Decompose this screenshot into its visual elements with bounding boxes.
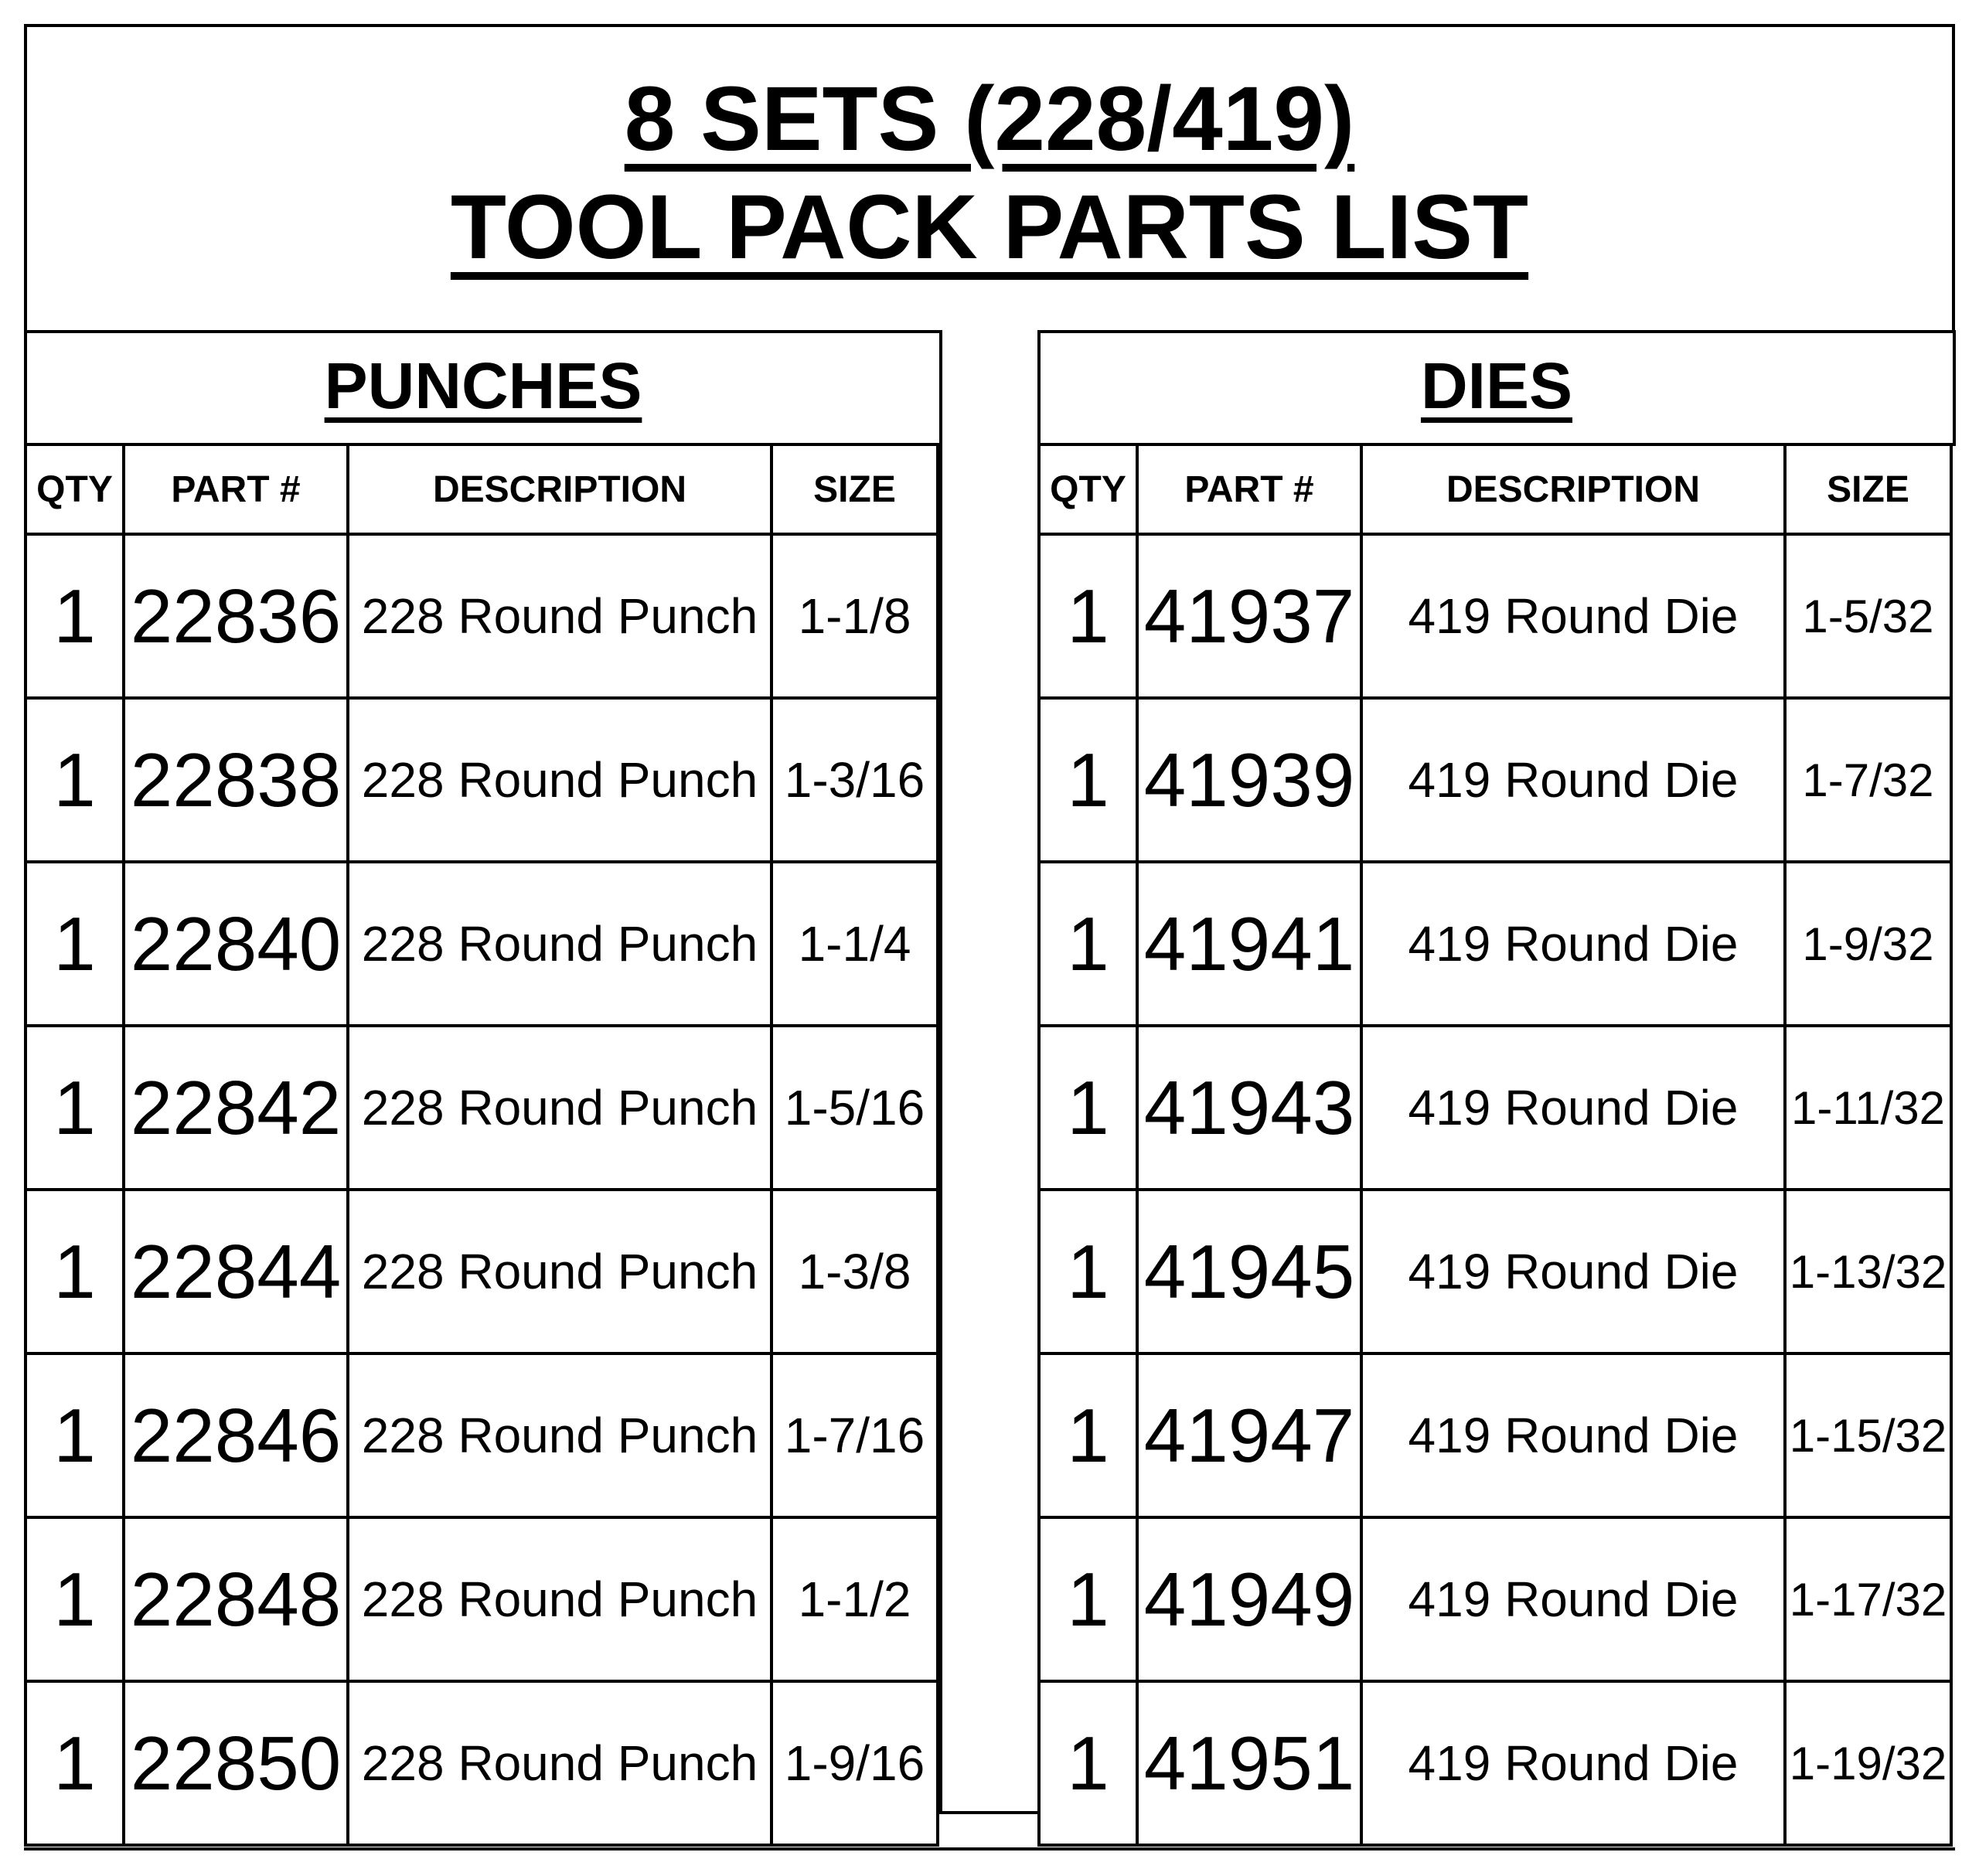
table-row [1039, 862, 1951, 1026]
qty-cell: 1 [26, 698, 124, 862]
size-cell: 1-11/32 [1785, 1026, 1951, 1190]
size-cell: 1-7/16 [772, 1353, 938, 1517]
table-row [26, 1026, 938, 1190]
table-row [26, 1353, 938, 1517]
description-cell: 419 Round Die [1361, 1190, 1785, 1353]
table-row [1039, 1026, 1951, 1190]
size-cell: 1-3/16 [772, 698, 938, 862]
size-cell: 1-15/32 [1785, 1353, 1951, 1517]
qty-cell: 1 [1039, 698, 1137, 862]
part-number-cell: 22836 [124, 534, 348, 698]
qty-cell: 1 [26, 1353, 124, 1517]
size-cell: 1-7/32 [1785, 698, 1951, 862]
part-number-cell: 22842 [124, 1026, 348, 1190]
qty-cell: 1 [26, 1026, 124, 1190]
qty-cell: 1 [1039, 1517, 1137, 1681]
description-cell: 419 Round Die [1361, 1681, 1785, 1845]
table-row [1039, 1190, 1951, 1353]
size-cell: 1-13/32 [1785, 1190, 1951, 1353]
qty-cell: 1 [26, 862, 124, 1026]
punches-header-row [26, 444, 938, 534]
size-cell: 1-3/8 [772, 1190, 938, 1353]
table-row [26, 1681, 938, 1845]
description-cell: 228 Round Punch [348, 1517, 772, 1681]
qty-cell: 1 [26, 1517, 124, 1681]
table-row [1039, 534, 1951, 698]
part-number-cell: 22846 [124, 1353, 348, 1517]
description-cell: 228 Round Punch [348, 1681, 772, 1845]
title-line-2 [27, 176, 1952, 278]
part-number-cell: 41937 [1137, 534, 1361, 698]
qty-cell: 1 [1039, 1681, 1137, 1845]
qty-cell: 1 [1039, 862, 1137, 1026]
punches-heading-text: PUNCHES [324, 349, 642, 422]
table-row [26, 698, 938, 862]
table-row [1039, 1681, 1951, 1845]
table-row [26, 534, 938, 698]
table-row [26, 862, 938, 1026]
row-divider-cutoff [24, 1847, 1955, 1850]
description-cell: 419 Round Die [1361, 698, 1785, 862]
table-row [1039, 1353, 1951, 1517]
part-number-cell: 22840 [124, 862, 348, 1026]
description-cell: 228 Round Punch [348, 698, 772, 862]
size-cell: 1-1/4 [772, 862, 938, 1026]
dies-heading [1037, 330, 1956, 446]
size-cell: 1-17/32 [1785, 1517, 1951, 1681]
dies-heading-text: DIES [1420, 349, 1573, 422]
table-row [26, 1190, 938, 1353]
part-number-cell: 41945 [1137, 1190, 1361, 1353]
punches-heading [24, 330, 942, 446]
title-box [24, 24, 1955, 333]
part-number-cell: 22850 [124, 1681, 348, 1845]
qty-cell: 1 [26, 1681, 124, 1845]
dies-panel [1037, 330, 1956, 1876]
size-cell: 1-5/16 [772, 1026, 938, 1190]
part-number-cell: 22838 [124, 698, 348, 862]
qty-cell: 1 [1039, 1026, 1137, 1190]
col-qty: QTY [1039, 444, 1137, 534]
table-row [1039, 1517, 1951, 1681]
description-cell: 419 Round Die [1361, 862, 1785, 1026]
qty-cell: 1 [26, 1190, 124, 1353]
size-cell: 1-9/16 [772, 1681, 938, 1845]
col-size: SIZE [772, 444, 938, 534]
column-divider [939, 330, 1041, 1814]
qty-cell: 1 [1039, 1353, 1137, 1517]
description-cell: 228 Round Punch [348, 534, 772, 698]
description-cell: 419 Round Die [1361, 1517, 1785, 1681]
part-number-cell: 41949 [1137, 1517, 1361, 1681]
title-text-1: 8 SETS (228/419) [624, 68, 1355, 170]
qty-cell: 1 [1039, 534, 1137, 698]
part-number-cell: 41951 [1137, 1681, 1361, 1845]
description-cell: 419 Round Die [1361, 534, 1785, 698]
part-number-cell: 22848 [124, 1517, 348, 1681]
description-cell: 419 Round Die [1361, 1026, 1785, 1190]
description-cell: 228 Round Punch [348, 862, 772, 1026]
col-part: PART # [1137, 444, 1361, 534]
col-description: DESCRIPTION [1361, 444, 1785, 534]
description-cell: 228 Round Punch [348, 1353, 772, 1517]
size-cell: 1-9/32 [1785, 862, 1951, 1026]
size-cell: 1-1/2 [772, 1517, 938, 1681]
table-row [1039, 698, 1951, 862]
size-cell: 1-5/32 [1785, 534, 1951, 698]
title-line-1 [27, 68, 1952, 170]
part-number-cell: 41947 [1137, 1353, 1361, 1517]
title-text-2: TOOL PACK PARTS LIST [450, 176, 1529, 278]
qty-cell: 1 [1039, 1190, 1137, 1353]
col-size: SIZE [1785, 444, 1951, 534]
part-number-cell: 41939 [1137, 698, 1361, 862]
size-cell: 1-1/8 [772, 534, 938, 698]
description-cell: 228 Round Punch [348, 1026, 772, 1190]
table-row [26, 1517, 938, 1681]
col-qty: QTY [26, 444, 124, 534]
part-number-cell: 22844 [124, 1190, 348, 1353]
description-cell: 419 Round Die [1361, 1353, 1785, 1517]
part-number-cell: 41941 [1137, 862, 1361, 1026]
dies-header-row [1039, 444, 1951, 534]
part-number-cell: 41943 [1137, 1026, 1361, 1190]
qty-cell: 1 [26, 534, 124, 698]
size-cell: 1-19/32 [1785, 1681, 1951, 1845]
dies-table [1037, 443, 1953, 1847]
punches-panel [24, 330, 942, 1876]
description-cell: 228 Round Punch [348, 1190, 772, 1353]
col-part: PART # [124, 444, 348, 534]
punches-table [24, 443, 939, 1847]
col-description: DESCRIPTION [348, 444, 772, 534]
